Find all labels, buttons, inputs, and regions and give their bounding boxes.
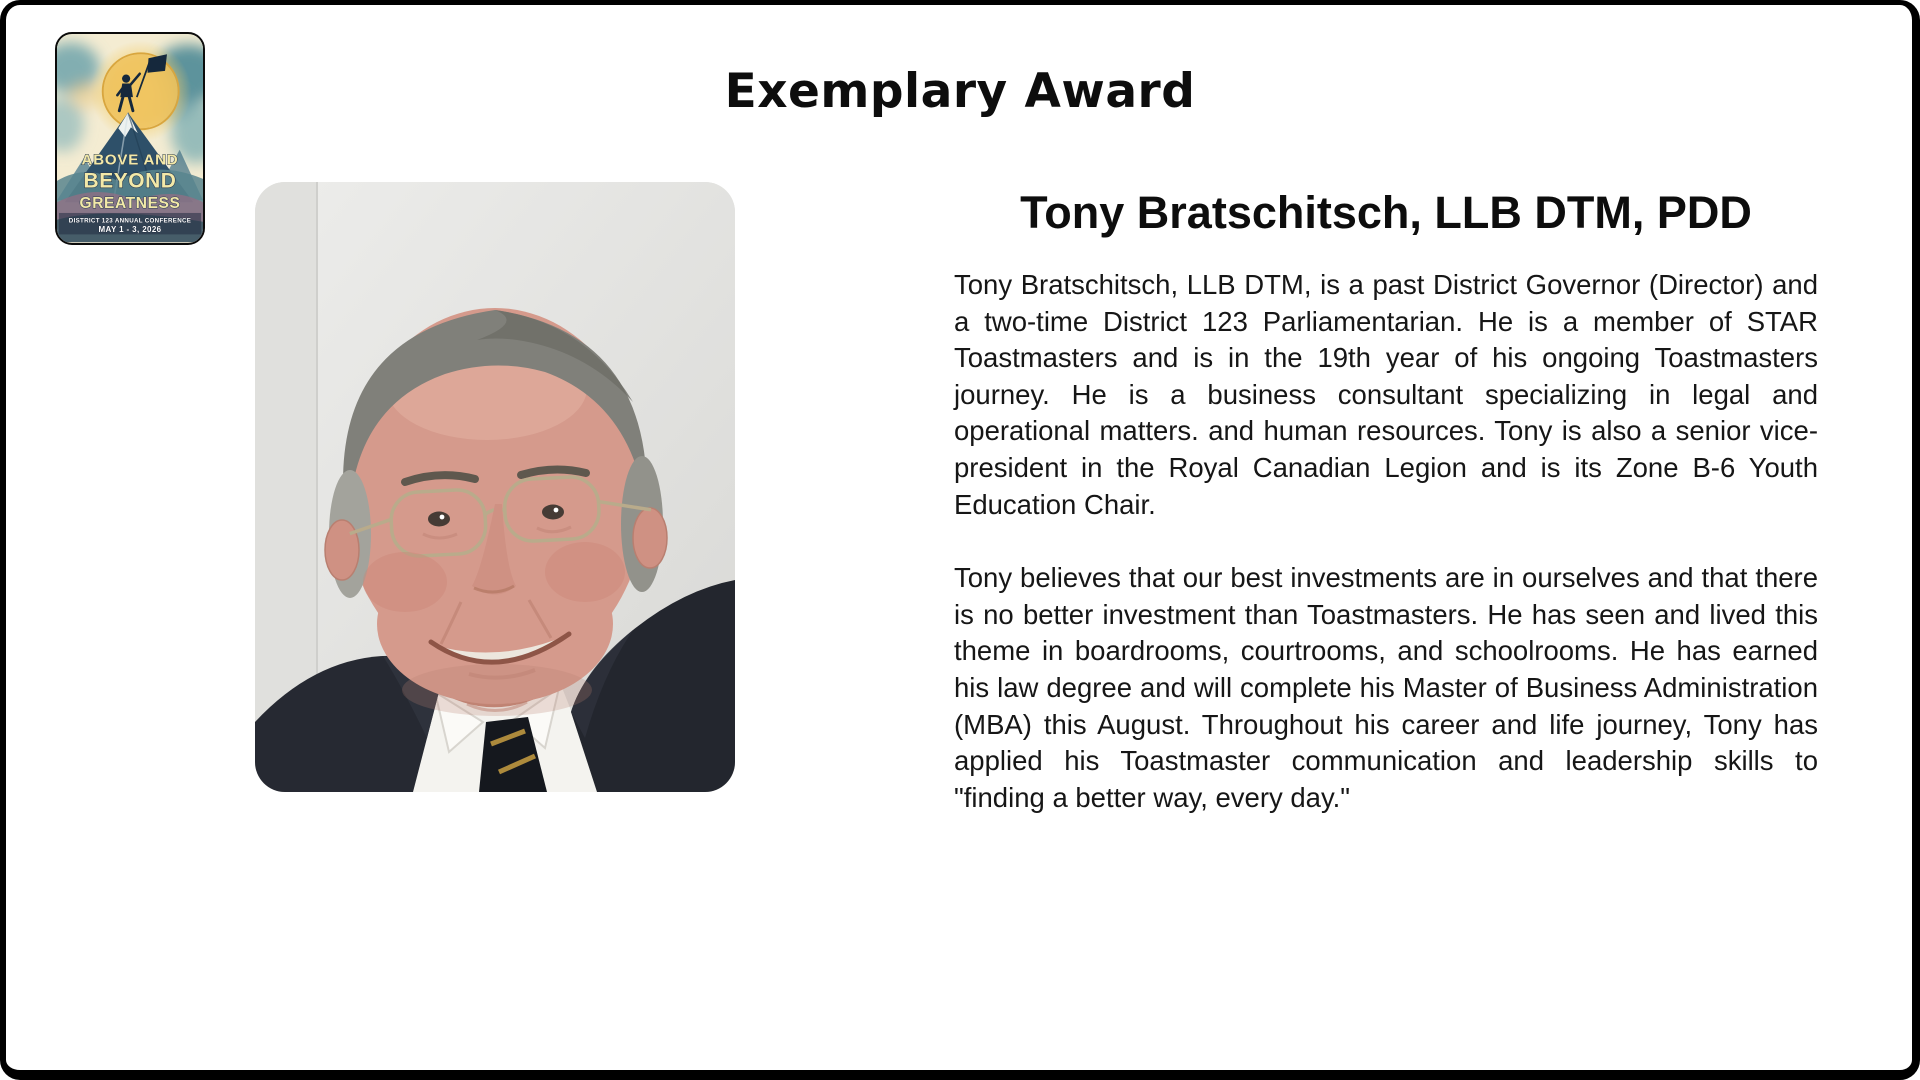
bio-paragraph-1: Tony Bratschitsch, LLB DTM, is a past District Governor (Director) and a two-time District 123 Parliamentarian. He is a member of STAR Toastmasters and is in the 19th year of his ongoing Toastmasters journey. He is a business consultant specializing in legal and operational matters. and human resources. Tony is also a senior vice-president in the Royal Canadian Legion and is its Zone B-6 Youth Education Chair. bbox=[954, 269, 1818, 520]
logo-subtitle: DISTRICT 123 ANNUAL CONFERENCE bbox=[68, 217, 192, 225]
logo-dates: MAY 1 - 3, 2026 bbox=[98, 224, 162, 234]
logo-heading-line1: ABOVE AND bbox=[81, 151, 179, 169]
logo-heading-line3: GREATNESS bbox=[79, 195, 181, 213]
recipient-name: Tony Bratschitsch, LLB DTM, PDD bbox=[1020, 187, 1752, 238]
bio-column bbox=[954, 186, 1818, 816]
portrait-photo bbox=[255, 182, 735, 792]
bio-paragraph-2: Tony believes that our best investments are in ourselves and that there is no better investment than Toastmasters. He has seen and lived this theme in boardrooms, courtrooms, and schoolrooms. He has earned his law degree and will complete his Master of Business Administration (MBA) this August. Throughout his career and life journey, Tony has applied his Toastmaster communication and leadership skills to "finding a better way, every day." bbox=[954, 562, 1818, 813]
logo-heading-line2: BEYOND bbox=[83, 169, 177, 193]
page-title: Exemplary Award bbox=[724, 64, 1196, 119]
portrait-illustration bbox=[255, 182, 735, 792]
